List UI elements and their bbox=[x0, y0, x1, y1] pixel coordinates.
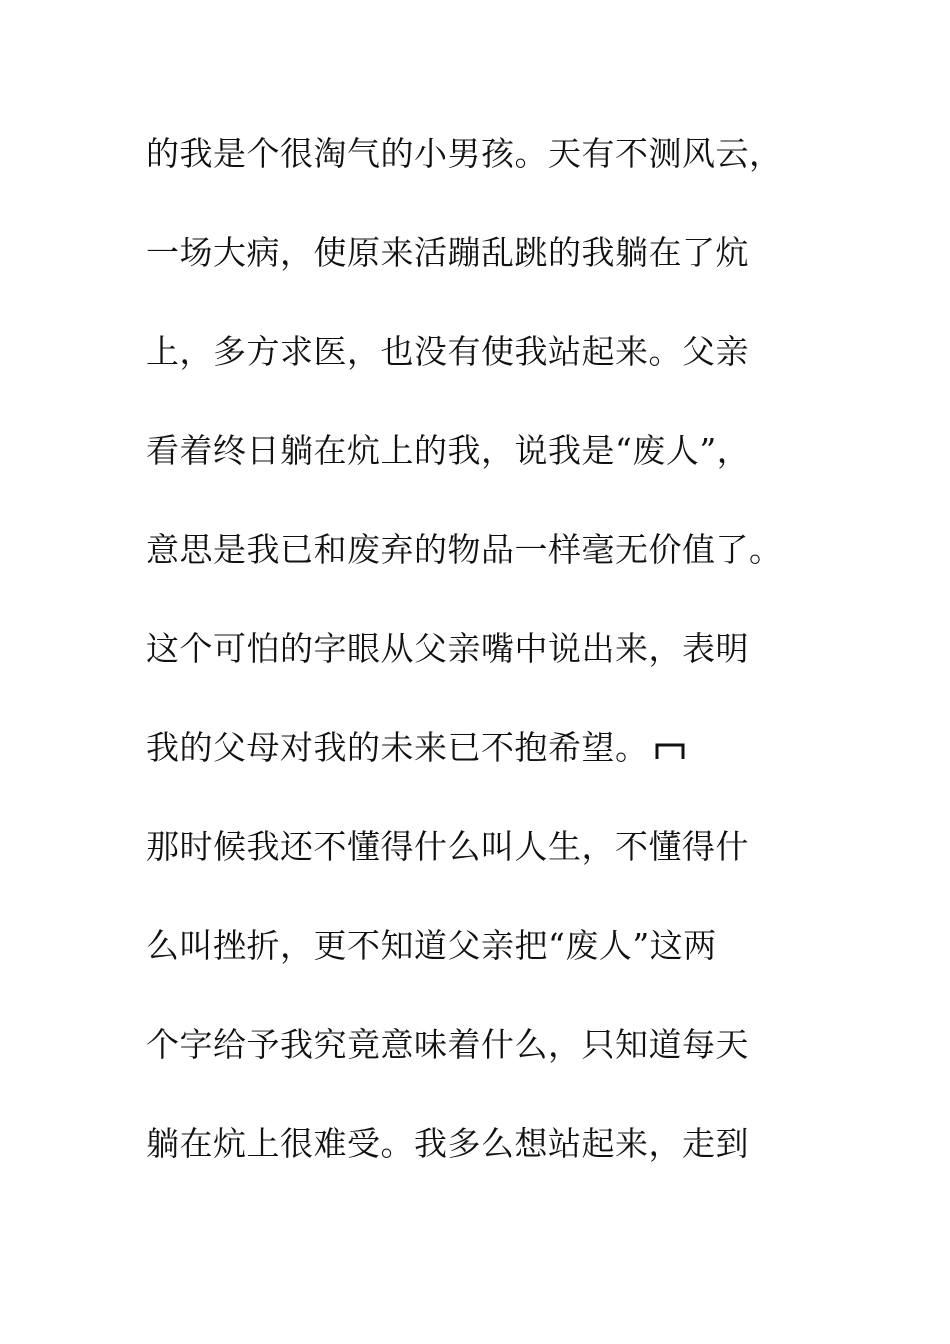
text-line: 那时候我还不懂得什么叫人生，不懂得什 bbox=[146, 827, 749, 866]
text-line: 上，多方求医，也没有使我站起来。父亲 bbox=[146, 332, 749, 371]
paragraph-text bbox=[146, 124, 846, 1213]
text-line: 么叫挫折，更不知道父亲把“废人”这两 bbox=[146, 926, 717, 965]
text-line: 的我是个很淘气的小男孩。天有不测风云， bbox=[146, 134, 783, 173]
bracket-mark-icon bbox=[655, 737, 685, 761]
text-line-content: 我的父母对我的未来已不抱希望。 bbox=[146, 728, 649, 767]
text-line-with-mark bbox=[146, 718, 846, 817]
text-line: 看着终日躺在炕上的我，说我是“废人”， bbox=[146, 431, 751, 470]
text-line: 一场大病，使原来活蹦乱跳的我躺在了炕 bbox=[146, 233, 749, 272]
text-line: 个字给予我究竟意味着什么，只知道每天 bbox=[146, 1025, 749, 1064]
text-line: 意思是我已和废弃的物品一样毫无价值了。 bbox=[146, 530, 783, 569]
text-line: 躺在炕上很难受。我多么想站起来，走到 bbox=[146, 1124, 749, 1163]
text-line: 这个可怕的字眼从父亲嘴中说出来，表明 bbox=[146, 629, 749, 668]
